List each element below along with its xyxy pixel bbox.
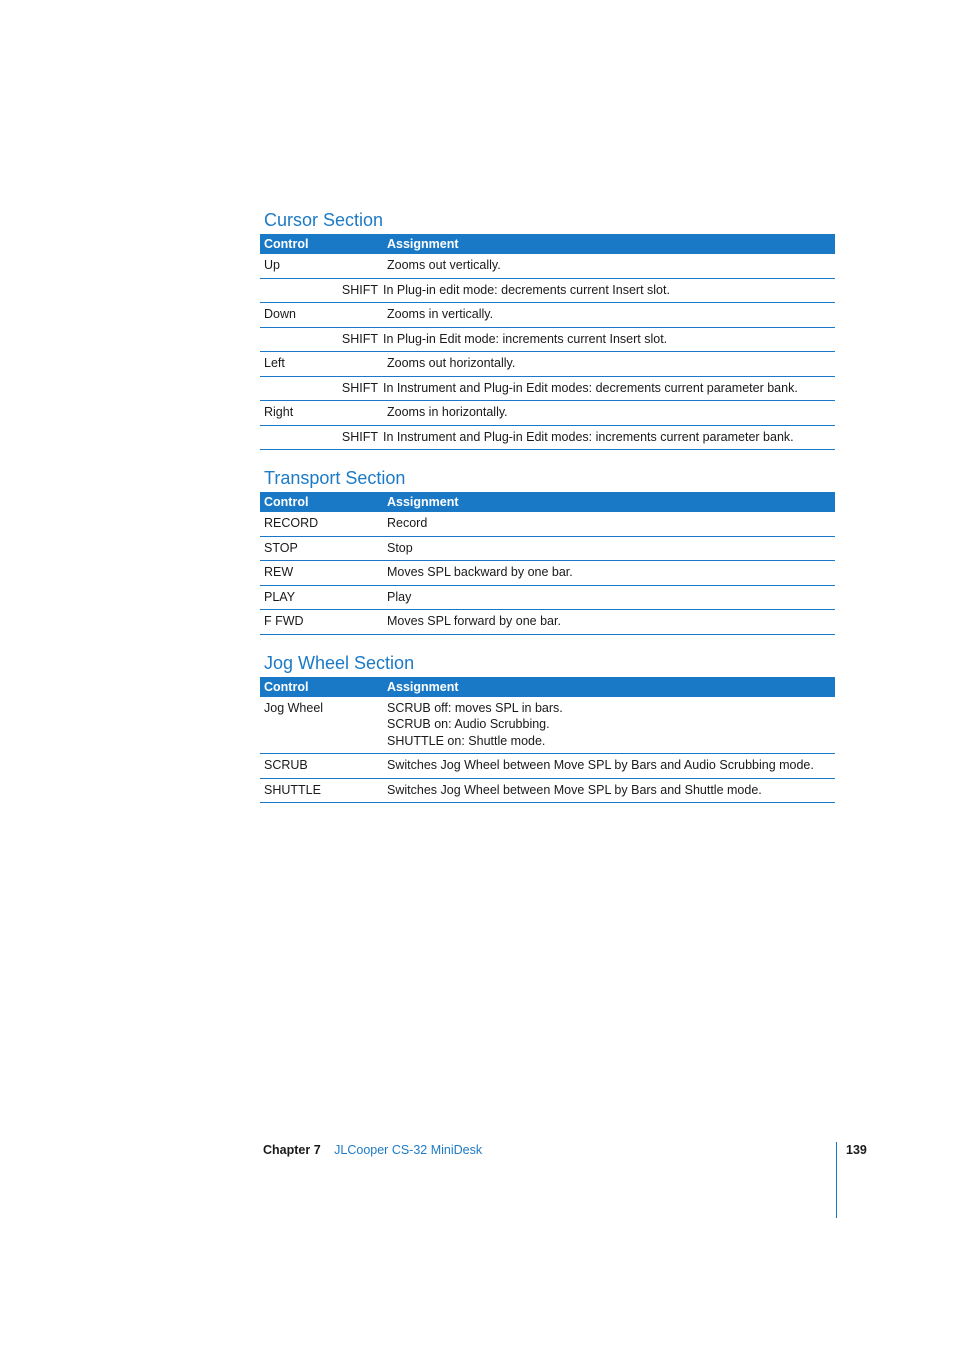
table-row [260, 377, 835, 402]
row-control: F FWD [264, 614, 304, 628]
table-row [260, 561, 835, 586]
table-row [260, 303, 835, 328]
page-content [260, 206, 835, 817]
table-header [260, 492, 835, 512]
page-number: 139 [846, 1143, 867, 1157]
row-control: RECORD [264, 516, 319, 530]
row-assignment: Switches Jog Wheel between Move SPL by Bars and Shuttle mode. [387, 782, 762, 797]
table-row [260, 537, 835, 562]
row-control: Right [264, 405, 294, 419]
row-assignment: SCRUB off: moves SPL in bars. SCRUB on: Audio Scrubbing. SHUTTLE on: Shuttle mode. [387, 700, 563, 748]
row-assignment: Switches Jog Wheel between Move SPL by Bars and Audio Scrubbing mode. [387, 758, 814, 772]
row-control: Up [264, 258, 280, 272]
row-control: SHIFT [341, 282, 378, 297]
row-control: STOP [264, 540, 298, 555]
assignment-table [260, 677, 835, 804]
row-assignment: In Plug-in edit mode: decrements current Insert slot. [383, 282, 670, 297]
table-row [260, 254, 835, 279]
table-row [260, 328, 835, 353]
header-assignment: Assignment [387, 237, 459, 251]
table-row [260, 586, 835, 611]
header-control: Control [264, 495, 309, 509]
row-assignment: In Plug-in Edit mode: increments current Insert slot. [383, 331, 668, 346]
row-control: SHUTTLE [264, 782, 321, 797]
table-row [260, 426, 835, 451]
row-assignment: In Instrument and Plug-in Edit modes: increments current parameter bank. [383, 429, 794, 444]
row-assignment: Moves SPL forward by one bar. [387, 614, 561, 628]
row-assignment: Record [387, 516, 428, 530]
row-control: Jog Wheel [264, 700, 324, 715]
page-footer [263, 1143, 482, 1157]
section-title: Cursor Section [264, 210, 384, 230]
table-row [260, 610, 835, 635]
row-assignment: Zooms out vertically. [387, 258, 501, 272]
row-assignment: In Instrument and Plug-in Edit modes: decrements current parameter bank. [383, 380, 798, 395]
row-assignment: Moves SPL backward by one bar. [387, 565, 573, 579]
row-assignment: Zooms out horizontally. [387, 356, 516, 370]
row-assignment: Zooms in horizontally. [387, 405, 508, 419]
row-assignment: Play [387, 589, 412, 604]
table-row [260, 401, 835, 426]
table-row [260, 697, 835, 755]
header-control: Control [264, 679, 309, 694]
row-control: SHIFT [341, 429, 378, 444]
footer-chapter: Chapter 7 [263, 1143, 321, 1157]
assignment-table [260, 492, 835, 635]
assignment-table [260, 234, 835, 450]
footer-divider [836, 1142, 837, 1218]
row-assignment: Zooms in vertically. [387, 307, 494, 321]
section-title: Jog Wheel Section [264, 652, 415, 673]
row-control: SHIFT [341, 380, 378, 395]
table-row [260, 754, 835, 779]
row-control: Down [264, 307, 296, 321]
header-assignment: Assignment [387, 679, 459, 694]
footer-book-title: JLCooper CS-32 MiniDesk [334, 1143, 483, 1157]
row-control: PLAY [264, 589, 296, 604]
table-row [260, 779, 835, 804]
table-header [260, 234, 835, 254]
table-row [260, 352, 835, 377]
header-control: Control [264, 237, 309, 251]
header-assignment: Assignment [387, 495, 459, 509]
table-row [260, 512, 835, 537]
row-assignment: Stop [387, 540, 413, 555]
row-control: SHIFT [341, 331, 378, 346]
table-row [260, 279, 835, 304]
row-control: SCRUB [264, 758, 308, 772]
row-control: Left [264, 356, 285, 370]
table-header [260, 677, 835, 697]
row-control: REW [264, 565, 294, 579]
section-title: Transport Section [264, 468, 406, 488]
